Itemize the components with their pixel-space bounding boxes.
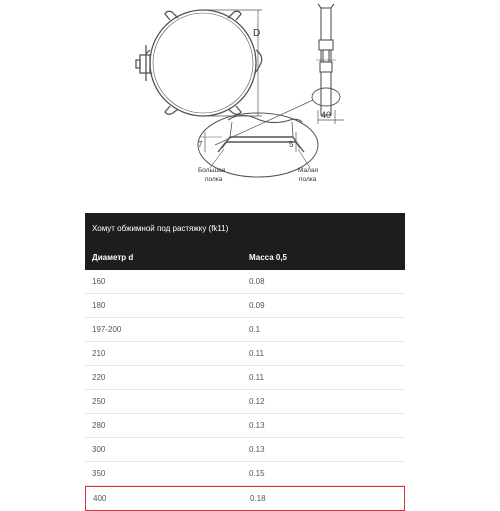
cell-mass: 0.1 (249, 325, 261, 334)
cell-mass: 0.08 (249, 277, 265, 286)
cell-diameter: 350 (92, 469, 106, 478)
cell-diameter: 300 (92, 445, 106, 454)
clamp-drawing-svg (0, 0, 500, 210)
dimension-5-label: 5 (289, 140, 294, 149)
cell-diameter: 400 (93, 494, 107, 503)
cell-diameter: 160 (92, 277, 106, 286)
dimension-d-label: D (253, 28, 261, 39)
table-header-row (85, 245, 405, 270)
technical-drawing (0, 0, 500, 210)
dimension-7-label: 7 (198, 140, 203, 149)
table-row (85, 270, 405, 294)
cell-mass: 0.11 (249, 373, 264, 382)
cell-mass: 0.11 (249, 349, 264, 358)
table-row (85, 294, 405, 318)
cell-mass: 0.18 (250, 494, 266, 503)
cell-mass: 0.13 (249, 445, 265, 454)
table-row (85, 390, 405, 414)
table-row (85, 438, 405, 462)
cell-diameter: 197-200 (92, 325, 122, 334)
cell-mass: 0.15 (249, 469, 265, 478)
table-row (85, 414, 405, 438)
table-row (85, 366, 405, 390)
dimension-width-label: 40 (321, 110, 332, 120)
spec-table (85, 213, 405, 511)
clamp-front-view (136, 10, 262, 116)
cell-diameter: 180 (92, 301, 106, 310)
cell-mass: 0.13 (249, 421, 265, 430)
table-title: Хомут обжимной под растяжку (fk11) (85, 213, 405, 245)
table-row (85, 318, 405, 342)
big-shelf-label-line2: полка (205, 176, 223, 183)
cell-diameter: 210 (92, 349, 106, 358)
header-mass: Масса 0,5 (249, 253, 287, 262)
cell-diameter: 220 (92, 373, 106, 382)
cell-diameter: 280 (92, 421, 106, 430)
small-shelf-label-line1: Малая (298, 167, 319, 174)
big-shelf-label-line1: Большая (198, 167, 226, 174)
small-shelf-label-line2: полка (299, 176, 317, 183)
table-row (85, 486, 405, 511)
clamp-side-view (316, 4, 336, 115)
table-row (85, 342, 405, 366)
header-diameter: Диаметр d (92, 253, 134, 262)
cell-mass: 0.12 (249, 397, 265, 406)
table-body (85, 270, 405, 511)
cell-diameter: 250 (92, 397, 106, 406)
detail-marker-circle (312, 88, 340, 106)
cell-mass: 0.09 (249, 301, 265, 310)
table-row (85, 462, 405, 486)
